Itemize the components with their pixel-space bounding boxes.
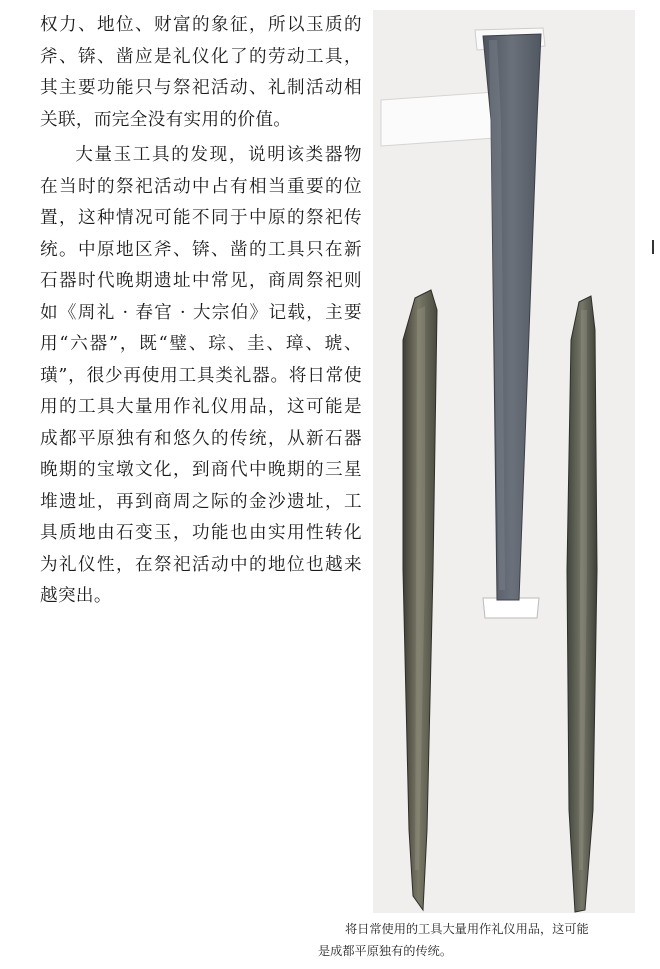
- caption-line-2: 是成都平原独有的传统。: [318, 944, 453, 958]
- paragraph-2: 大量玉工具的发现，说明该类器物在当时的祭祀活动中占有相当重要的位置，这种情况可能不同于中原的祭祀传统。中原地区斧、锛、凿的工具只在新石器时代晚期遗址中常见，商周祭祀则如《周礼 · 春官 · 大宗伯》记载，主要用“六器”，既“璧、琮、圭、璋、琥、璜”，很少再使用工具类礼器。将日常使用的工具大量用作礼仪用品，这可能是成都平原独有和悠久的传统，从新石器晚期的宝墩文化，到商代中晚期的三星堆遗址，再到商周之际的金沙遗址，工具质地由石变玉，功能也由实用性转化为礼仪性，在祭祀活动中的地位也越来越突出。: [40, 145, 362, 606]
- jade-tools-photo: [373, 10, 635, 913]
- margin-mark: [652, 240, 654, 254]
- jade-tools-illustration: [373, 10, 635, 913]
- caption-line-1: 将日常使用的工具大量用作礼仪用品，这可能: [345, 922, 589, 936]
- figure-caption: [318, 918, 640, 962]
- paragraph-1: 权力、地位、财富的象征，所以玉质的斧、锛、凿应是礼仪化了的劳动工具，其主要功能只与祭祀活动、礼制活动相关联，而完全没有实用的价值。: [40, 15, 362, 130]
- body-text: [40, 10, 362, 613]
